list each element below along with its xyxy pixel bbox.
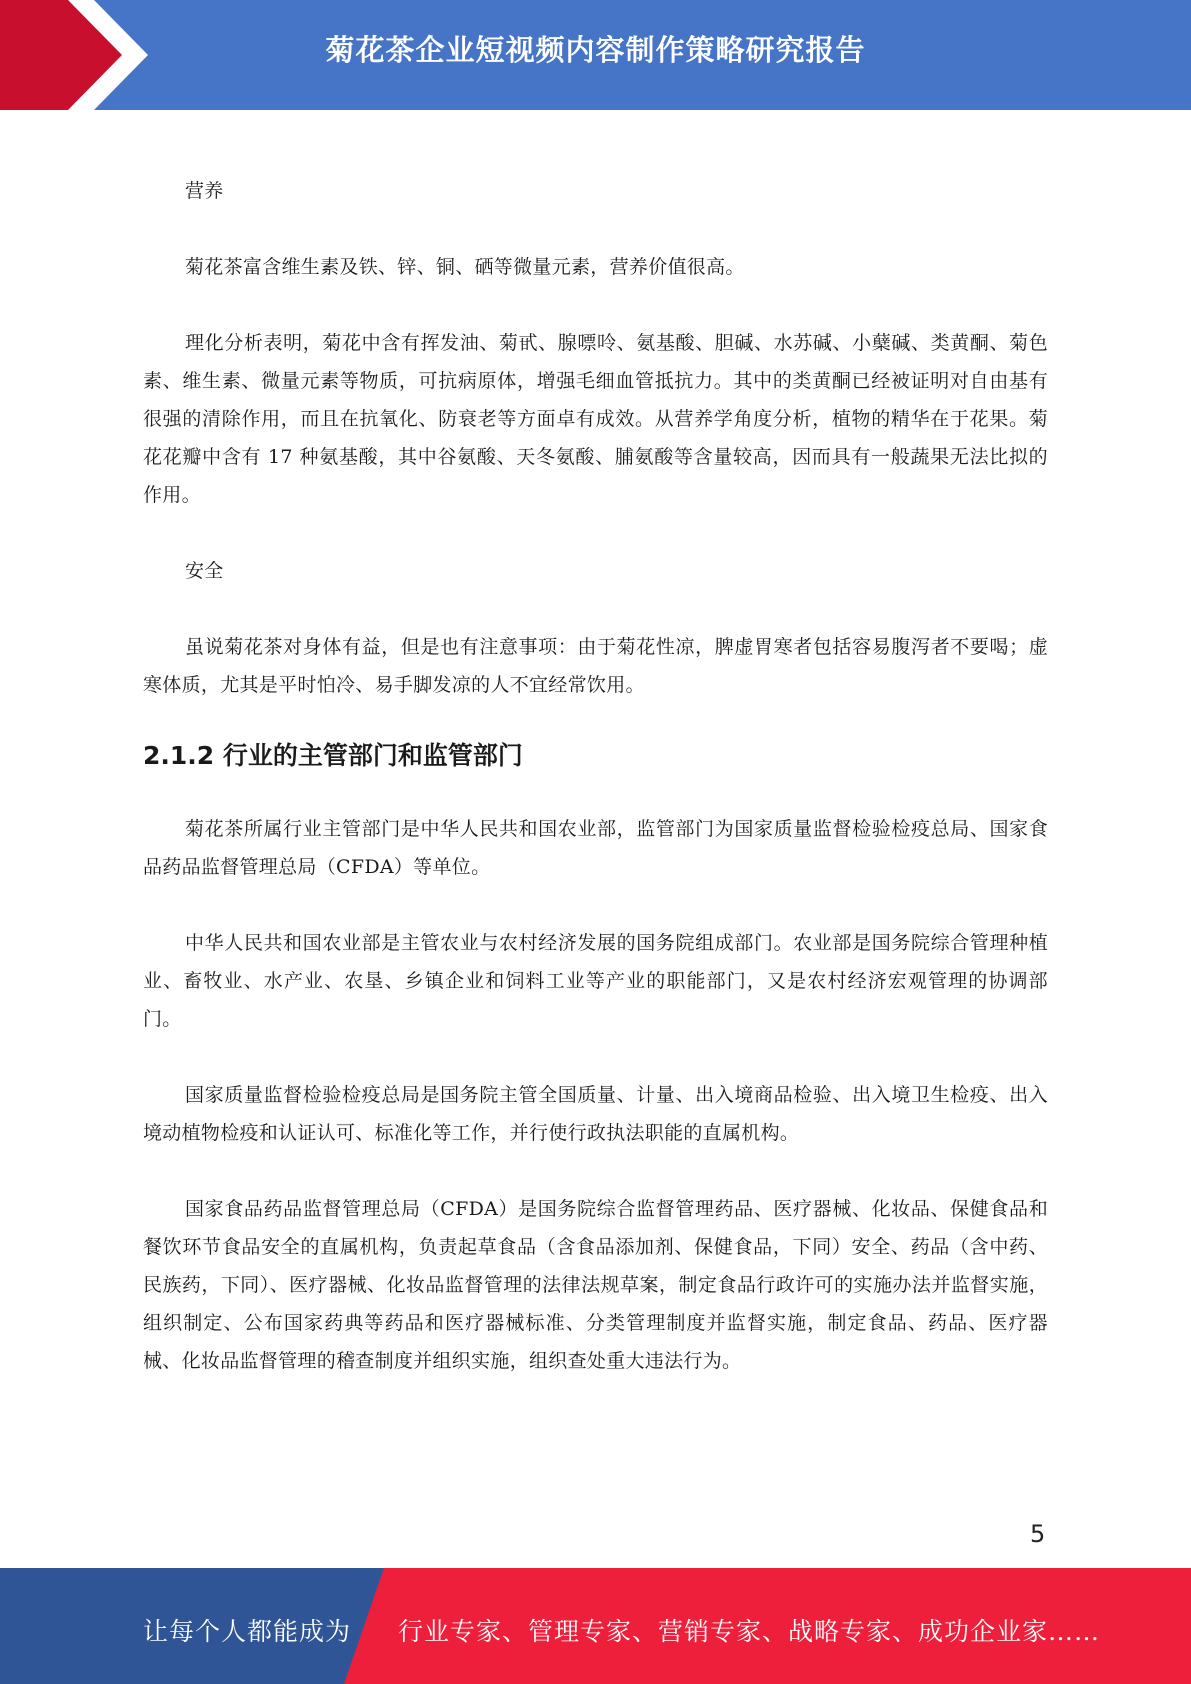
paragraph: 安全 bbox=[185, 560, 224, 582]
document-body bbox=[143, 172, 1048, 1418]
page-number: 5 bbox=[1030, 1520, 1046, 1548]
paragraph: 理化分析表明，菊花中含有挥发油、菊甙、腺嘌呤、氨基酸、胆碱、水苏碱、小蘖碱、类黄酮、菊色素、维生素、微量元素等物质，可抗病原体，增强毛细血管抵抗力。其中的类黄酮已经被证明对自由基有很强的清除作用，而且在抗氧化、防衰老等方面卓有成效。从营养学角度分析，植物的精华在于花果。菊花花瓣中含有 17 种氨基酸，其中谷氨酸、天冬氨酸、脯氨酸等含量较高，因而具有一般蔬果无法比拟的作用。 bbox=[143, 332, 1048, 506]
paragraph: 营养 bbox=[185, 180, 224, 202]
paragraph: 国家食品药品监督管理总局（CFDA）是国务院综合监督管理药品、医疗器械、化妆品、保健食品和餐饮环节食品安全的直属机构，负责起草食品（含食品添加剂、保健食品，下同）安全、药品（含中药、民族药，下同）、医疗器械、化妆品监督管理的法律法规草案，制定食品行政许可的实施办法并监督实施，组织制定、公布国家药典等药品和医疗器械标准、分类管理制度并监督实施，制定食品、药品、医疗器械、化妆品监督管理的稽查制度并组织实施，组织查处重大违法行为。 bbox=[143, 1198, 1048, 1372]
report-title: 菊花茶企业短视频内容制作策略研究报告 bbox=[325, 33, 866, 67]
paragraph: 菊花茶所属行业主管部门是中华人民共和国农业部，监管部门为国家质量监督检验检疫总局、国家食品药品监督管理总局（CFDA）等单位。 bbox=[143, 818, 1048, 878]
paragraph: 中华人民共和国农业部是主管农业与农村经济发展的国务院组成部门。农业部是国务院综合管理种植业、畜牧业、水产业、农垦、乡镇企业和饲料工业等产业的职能部门，又是农村经济宏观管理的协调部门。 bbox=[143, 932, 1048, 1030]
page-header bbox=[0, 0, 1191, 110]
paragraph: 虽说菊花茶对身体有益，但是也有注意事项：由于菊花性凉，脾虚胃寒者包括容易腹泻者不要喝；虚寒体质，尤其是平时怕冷、易手脚发凉的人不宜经常饮用。 bbox=[143, 636, 1048, 696]
section-heading: 2.1.2 行业的主管部门和监管部门 bbox=[143, 741, 523, 770]
footer-slogan-left: 让每个人都能成为 bbox=[143, 1617, 352, 1646]
paragraph: 菊花茶富含维生素及铁、锌、铜、硒等微量元素，营养价值很高。 bbox=[185, 256, 745, 278]
footer-slogan-right: 行业专家、管理专家、营销专家、战略专家、成功企业家…… bbox=[398, 1617, 1101, 1646]
page-footer bbox=[0, 1568, 1191, 1684]
paragraph: 国家质量监督检验检疫总局是国务院主管全国质量、计量、出入境商品检验、出入境卫生检疫、出入境动植物检疫和认证认可、标准化等工作，并行使行政执法职能的直属机构。 bbox=[143, 1084, 1048, 1144]
